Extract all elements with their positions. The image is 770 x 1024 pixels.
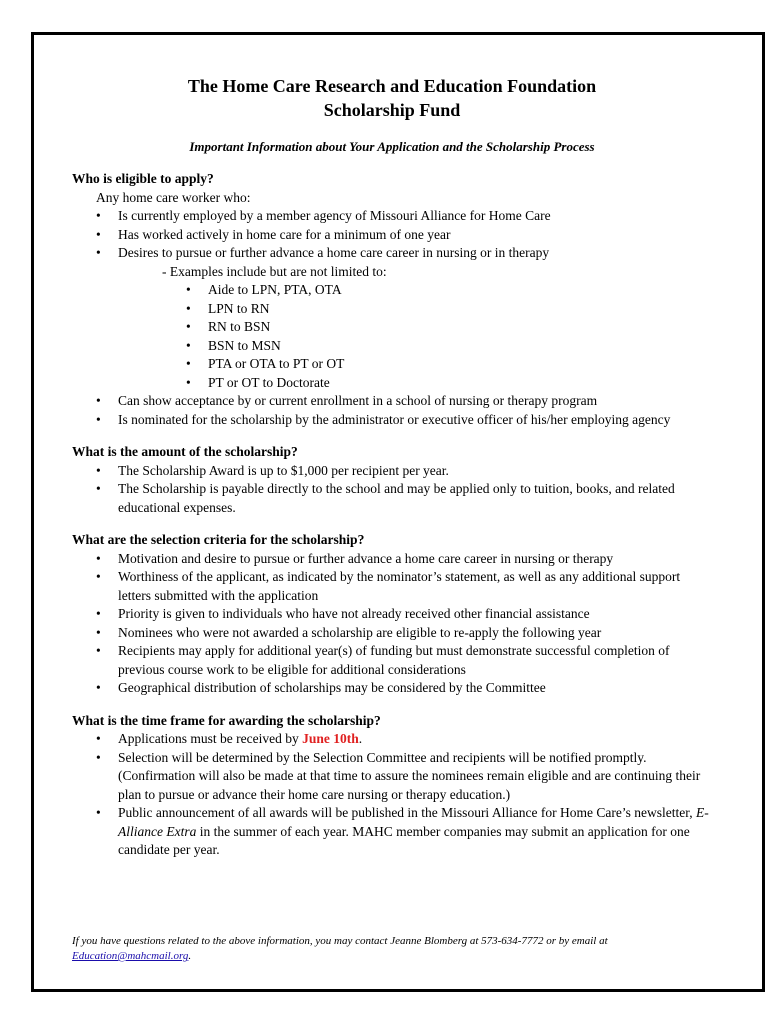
list-item: • Has worked actively in home care for a minimum of one year bbox=[72, 226, 712, 245]
list-item: • Can show acceptance by or current enrollment in a school of nursing or therapy program bbox=[72, 392, 712, 411]
examples-label: - Examples include but are not limited to: bbox=[162, 263, 387, 279]
list-item: • PTA or OTA to PT or OT bbox=[72, 355, 712, 374]
eligibility-list bbox=[72, 207, 712, 263]
deadline-date: June 10th bbox=[302, 731, 359, 746]
list-item: • Priority is given to individuals who have not already received other financial assistance bbox=[72, 605, 712, 624]
list-item: • Desires to pursue or further advance a home care career in nursing or in therapy bbox=[72, 244, 712, 263]
list-item: • RN to BSN bbox=[72, 318, 712, 337]
contact-footer bbox=[72, 934, 712, 964]
eligibility-list-continued bbox=[72, 392, 712, 429]
list-item: • The Scholarship Award is up to $1,000 per recipient per year. bbox=[72, 462, 712, 481]
announcement-prefix: Public announcement of all awards will be published in the Missouri Alliance for Home Care’s newsletter, bbox=[118, 805, 696, 820]
eligibility-intro: Any home care worker who: bbox=[96, 189, 251, 205]
criteria-list bbox=[72, 550, 712, 698]
timeframe-section bbox=[72, 712, 712, 860]
list-item: • PT or OT to Doctorate bbox=[72, 374, 712, 393]
eligibility-heading: Who is eligible to apply? bbox=[72, 171, 214, 186]
timeframe-list bbox=[72, 730, 712, 860]
announcement-suffix: in the summer of each year. MAHC member companies may submit an application for one candidate per year. bbox=[118, 823, 690, 857]
deadline-prefix: Applications must be received by bbox=[118, 731, 303, 746]
contact-text: If you have questions related to the above information, you may contact Jeanne Blomberg at 573-634-7772 or by email at bbox=[72, 935, 608, 947]
amount-section bbox=[72, 443, 712, 517]
timeframe-heading: What is the time frame for awarding the scholarship? bbox=[72, 712, 381, 728]
list-item: • Geographical distribution of scholarships may be considered by the Committee bbox=[72, 679, 712, 698]
document-body bbox=[72, 74, 712, 860]
title-line-1: The Home Care Research and Education Foundation bbox=[187, 76, 597, 96]
list-item: • LPN to RN bbox=[72, 300, 712, 319]
list-item: • Is nominated for the scholarship by the administrator or executive officer of his/her employing agency bbox=[72, 411, 712, 430]
document-subtitle: Important Information about Your Application and the Scholarship Process bbox=[189, 139, 595, 154]
list-item bbox=[72, 804, 712, 860]
list-item bbox=[72, 730, 712, 749]
examples-list bbox=[72, 281, 712, 392]
list-item: • Aide to LPN, PTA, OTA bbox=[72, 281, 712, 300]
list-item: • Motivation and desire to pursue or further advance a home care career in nursing or therapy bbox=[72, 550, 712, 569]
list-item: • BSN to MSN bbox=[72, 337, 712, 356]
criteria-heading: What are the selection criteria for the scholarship? bbox=[72, 532, 365, 547]
list-item: • Recipients may apply for additional year(s) of funding but must demonstrate successful completion of previous course work to be eligible for additional considerations bbox=[72, 642, 712, 679]
criteria-section bbox=[72, 531, 712, 698]
amount-heading: What is the amount of the scholarship? bbox=[72, 444, 298, 459]
list-item: • Nominees who were not awarded a scholarship are eligible to re-apply the following year bbox=[72, 624, 712, 643]
list-item: • The Scholarship is payable directly to the school and may be applied only to tuition, books, and related educational expenses. bbox=[72, 480, 712, 517]
title-line-2: Scholarship Fund bbox=[323, 100, 461, 120]
list-item: • Is currently employed by a member agency of Missouri Alliance for Home Care bbox=[72, 207, 712, 226]
list-item: • Worthiness of the applicant, as indicated by the nominator’s statement, as well as any additional support letters submitted with the application bbox=[72, 568, 712, 605]
eligibility-section bbox=[72, 170, 712, 429]
contact-email-link[interactable]: Education@mahcmail.org bbox=[72, 950, 189, 962]
newsletter-name: E-Alliance Extra bbox=[118, 805, 709, 839]
deadline-suffix: . bbox=[358, 731, 363, 746]
amount-list bbox=[72, 462, 712, 518]
document-title bbox=[72, 74, 712, 122]
contact-end: . bbox=[188, 950, 192, 962]
list-item: • Selection will be determined by the Selection Committee and recipients will be notified promptly. (Confirmation will also be made at that time to assure the nominees remain eligible and are continuing their plan to pursue or advance their home care nursing or therapy education.) bbox=[72, 749, 712, 805]
